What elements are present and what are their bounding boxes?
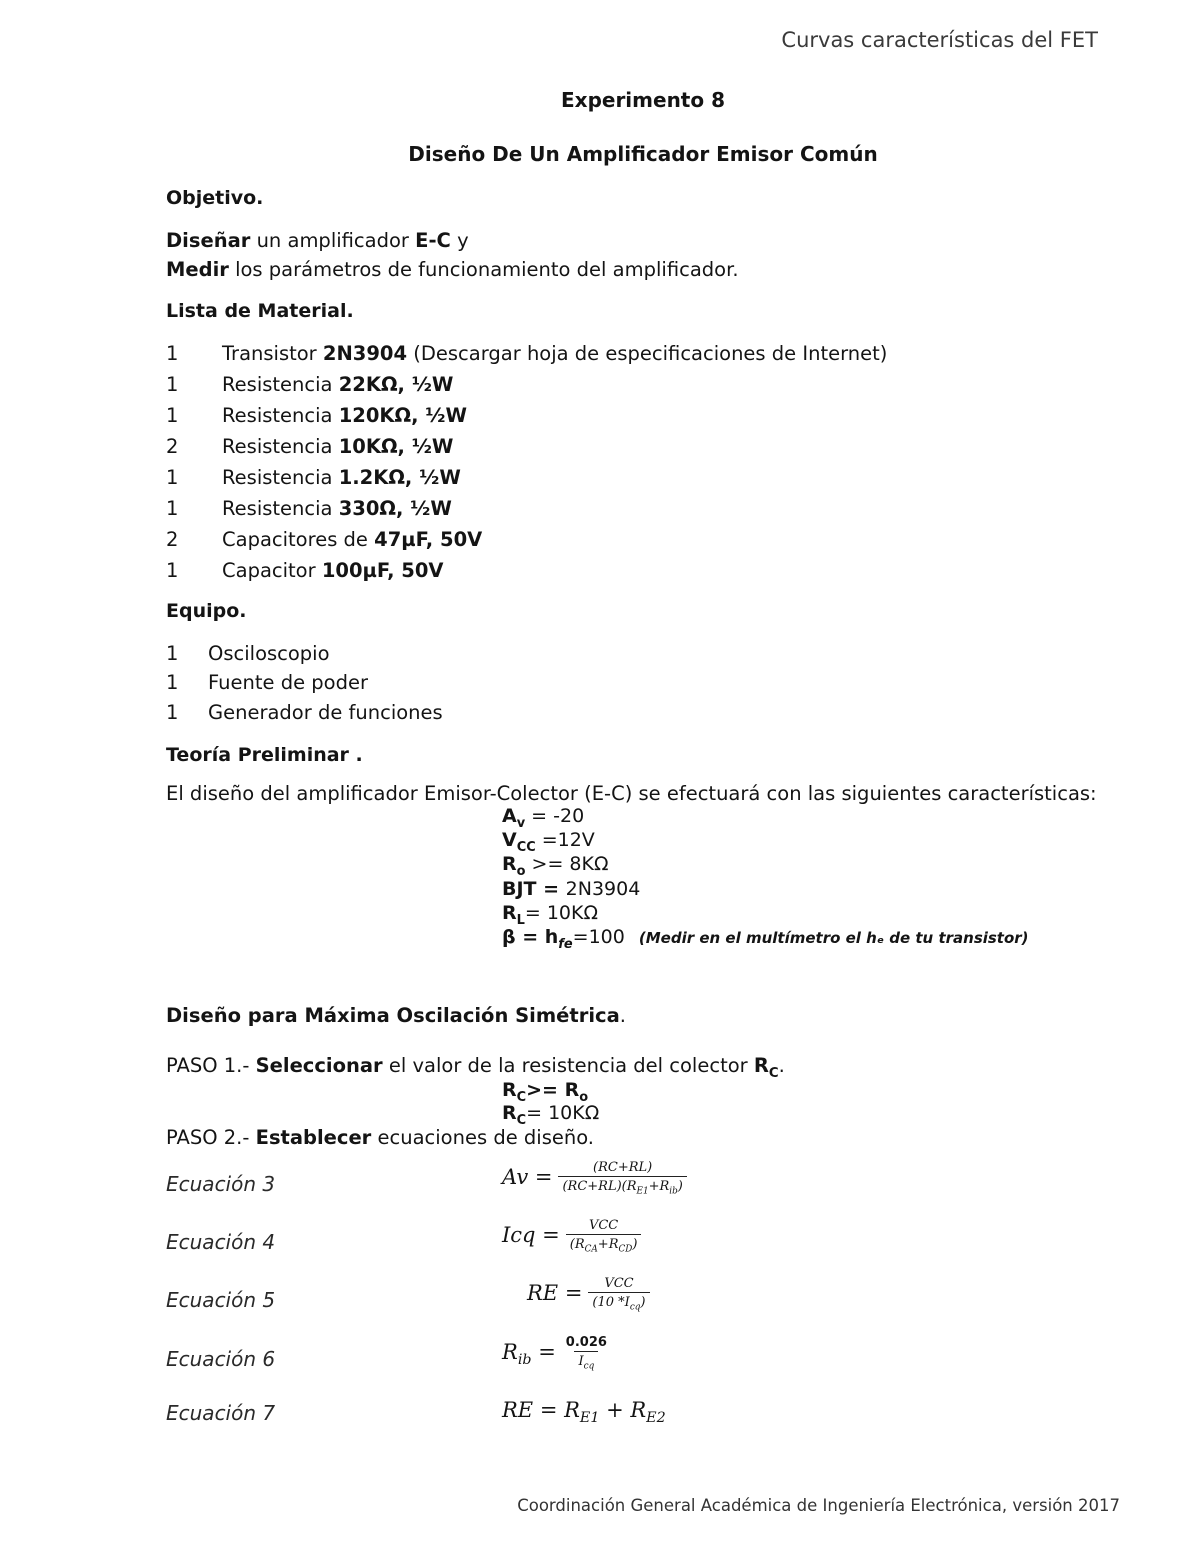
item-desc: Fuente de poder [208,671,368,694]
paso-1 [166,1054,785,1081]
spec-vcc [502,829,595,855]
page-subtitle: Diseño De Un Amplificador Emisor Común [408,142,878,166]
spec-av-label: A [502,805,517,827]
den-part: +R [648,1179,670,1194]
item-desc [222,373,453,396]
objetivo-verb-1: Diseñar [166,229,251,252]
equation-sub: E2 [646,1410,666,1427]
equation-lhs: R [502,1339,518,1364]
item-qty: 1 [166,559,179,582]
equation-6 [502,1335,611,1372]
item-qty: 2 [166,528,179,551]
paso-1-rc-sub: C [768,1065,779,1081]
equation-label: Ecuación 3 [166,1172,276,1196]
equation-3 [502,1160,687,1197]
fraction [566,1218,642,1255]
equation-lhs: RE = [527,1280,583,1305]
diseno-heading-text: Diseño para Máxima Oscilación Simétrica [166,1004,620,1027]
den-part: ) [632,1237,638,1252]
den-sub: CD [618,1244,633,1255]
item-text: Resistencia [222,497,339,520]
item-desc [222,559,444,582]
item-text: Resistencia [222,373,339,396]
spec-rl [502,902,598,928]
item-qty: 2 [166,435,179,458]
item-desc [222,404,467,427]
spec-ro-sub: o [516,863,526,879]
item-tail: (Descargar hoja de especificaciones de Internet) [407,342,888,365]
item-text: Resistencia [222,404,339,427]
fraction-denominator [566,1234,642,1255]
item-qty: 1 [166,404,179,427]
equation-label: Ecuación 5 [166,1288,276,1312]
item-desc [222,466,461,489]
den-part: +R [597,1237,619,1252]
diseno-heading [166,1004,626,1027]
spec-bjt [502,878,640,900]
rc-condition-asub: C [516,1089,527,1105]
rc-value [502,1102,599,1128]
den-sub: cq [583,1361,595,1372]
item-value: 120KΩ, ½W [338,404,467,427]
den-sub: CA [584,1244,598,1255]
item-desc [222,497,452,520]
objetivo-line-2 [166,258,739,281]
item-qty: 1 [166,497,179,520]
equation-eq: = [531,1339,556,1364]
spec-rl-value: = 10KΩ [524,902,598,924]
item-qty: 1 [166,342,179,365]
fraction [558,1160,686,1197]
rc-condition-mid: >= R [526,1079,580,1101]
equation-expr: RE = R [502,1398,580,1422]
equation-sub: E1 [579,1410,600,1427]
item-qty: 1 [166,466,179,489]
spec-vcc-value: =12V [535,829,595,851]
equation-label: Ecuación 7 [166,1401,276,1425]
spec-ro-label: R [502,853,517,875]
objetivo-heading: Objetivo. [166,187,264,209]
equation-lhs-sub: ib [517,1351,532,1368]
fraction-denominator [558,1176,686,1197]
item-value: 22KΩ, ½W [338,373,454,396]
rc-value-a: R [502,1102,517,1124]
objetivo-ec: E-C [415,229,451,252]
fraction-numerator: VCC [604,1276,634,1291]
paso-2-prefix: PASO 2.- [166,1126,256,1149]
fraction-denominator [574,1351,598,1372]
material-heading: Lista de Material. [166,300,354,322]
rc-condition [502,1079,588,1105]
item-value: 10KΩ, ½W [338,435,454,458]
den-part: ) [640,1295,646,1310]
objetivo-text-2: los parámetros de funcionamiento del amplificador. [228,258,739,281]
den-part: (R [569,1237,585,1252]
item-text: Capacitores de [222,528,375,551]
spec-beta [502,926,1029,952]
objetivo-text-1: un amplificador [250,229,416,252]
spec-av [502,805,584,831]
item-desc: Generador de funciones [208,701,443,724]
teoria-intro: El diseño del amplificador Emisor-Colector (E-C) se efectuará con las siguientes características: [166,782,1097,805]
spec-bjt-label: BJT = [502,878,566,900]
fraction-numerator: VCC [588,1218,619,1233]
spec-beta-label: β = h [502,926,559,948]
page-title: Experimento 8 [561,88,725,112]
paso-2-verb: Establecer [255,1126,372,1149]
spec-beta-sub: fe [558,936,573,952]
equipo-heading: Equipo. [166,600,247,622]
rc-value-text: = 10KΩ [526,1102,600,1124]
item-value: 100µF, 50V [321,559,444,582]
paso-2 [166,1126,594,1149]
den-part: I [578,1354,584,1369]
item-text: Capacitor [222,559,322,582]
fraction [562,1335,611,1372]
fraction-numerator: (RC+RL) [593,1160,653,1175]
paso-1-rc: R [753,1054,769,1077]
spec-rl-label: R [502,902,517,924]
den-part: (10 *I [592,1295,630,1310]
den-sub: ib [669,1186,678,1197]
paso-1-verb: Seleccionar [255,1054,383,1077]
spec-beta-value: =100 [572,926,625,948]
den-part: ) [677,1179,683,1194]
item-desc: Osciloscopio [208,642,330,665]
equation-expr: + R [599,1398,647,1422]
item-desc [222,435,453,458]
equation-lhs: Icq = [502,1222,560,1247]
den-sub: E1 [636,1186,649,1197]
running-header: Curvas características del FET [781,28,1098,52]
spec-bjt-value: 2N3904 [565,878,641,900]
objetivo-text-1b: y [450,229,469,252]
paso-1-text: el valor de la resistencia del colector [382,1054,754,1077]
objetivo-verb-2: Medir [166,258,229,281]
rc-value-asub: C [516,1112,527,1128]
den-sub: cq [629,1302,641,1313]
spec-rl-sub: L [516,912,525,928]
spec-ro [502,853,609,879]
den-part: (RC+RL)(R [562,1179,637,1194]
fraction [588,1276,649,1313]
item-qty: 1 [166,671,179,694]
item-text: Resistencia [222,466,339,489]
paso-2-text: ecuaciones de diseño. [371,1126,594,1149]
item-desc [222,342,887,365]
equation-label: Ecuación 6 [166,1347,276,1371]
spec-beta-note: (Medir en el multímetro el hₑ de tu transistor) [638,929,1029,947]
rc-condition-bsub: o [579,1089,589,1105]
rc-condition-a: R [502,1079,517,1101]
equation-5 [527,1276,650,1313]
paso-1-tail: . [778,1054,785,1077]
teoria-heading: Teoría Preliminar . [166,744,363,766]
item-desc [222,528,482,551]
diseno-heading-dot: . [619,1004,626,1027]
fraction-numerator: 0.026 [565,1335,607,1350]
spec-av-sub: v [516,815,526,831]
fraction-denominator [588,1292,649,1313]
spec-av-value: = -20 [525,805,585,827]
item-qty: 1 [166,642,179,665]
item-value: 47µF, 50V [374,528,483,551]
equation-7 [502,1398,666,1426]
spec-vcc-sub: CC [516,839,536,855]
equation-lhs: Av = [502,1164,553,1189]
item-qty: 1 [166,701,179,724]
equation-label: Ecuación 4 [166,1230,276,1254]
item-value: 2N3904 [322,342,408,365]
item-value: 1.2KΩ, ½W [338,466,461,489]
spec-vcc-label: V [502,829,517,851]
equation-4 [502,1218,641,1255]
item-text: Resistencia [222,435,339,458]
objetivo-line-1 [166,229,469,252]
item-text: Transistor [222,342,323,365]
spec-ro-value: >= 8KΩ [525,853,609,875]
page-footer: Coordinación General Académica de Ingeniería Electrónica, versión 2017 [517,1496,1120,1515]
item-value: 330Ω, ½W [338,497,452,520]
paso-1-prefix: PASO 1.- [166,1054,256,1077]
item-qty: 1 [166,373,179,396]
